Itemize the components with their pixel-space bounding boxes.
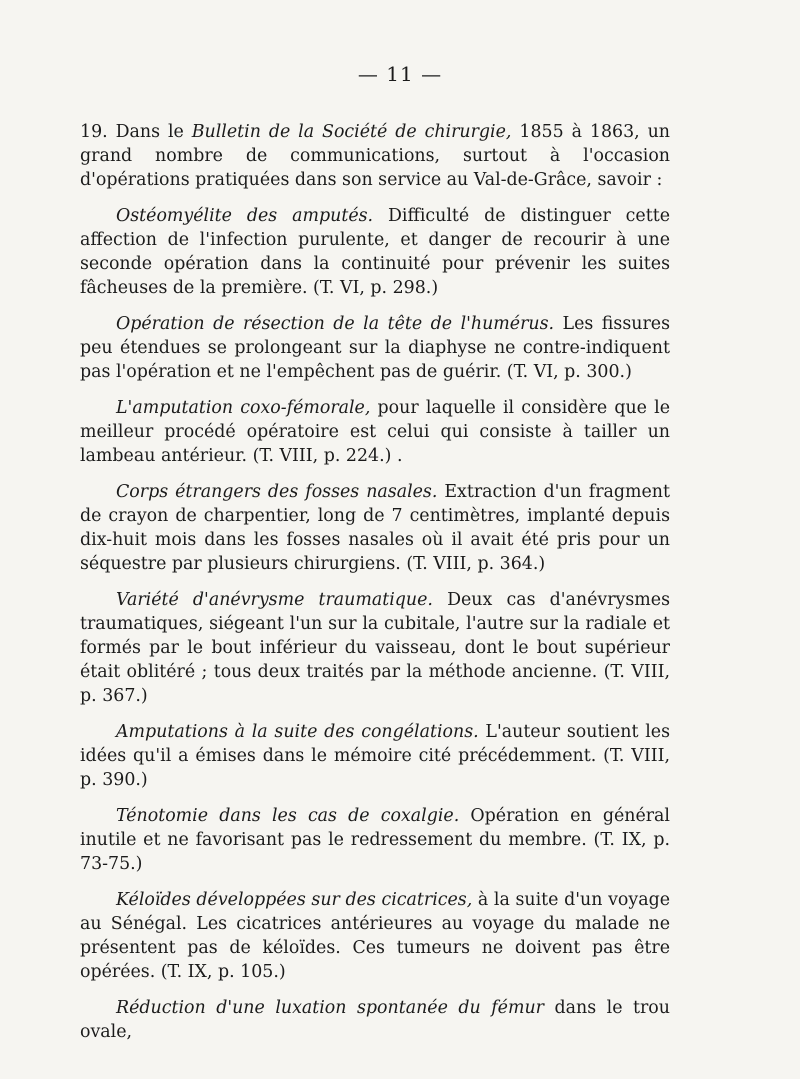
paragraph-italic: L'amputation coxo-fémorale, bbox=[116, 398, 371, 418]
paragraph-italic: Opération de résection de la tête de l'humérus. bbox=[116, 314, 555, 334]
paragraph-body: dans le trou ovale, bbox=[80, 998, 670, 1042]
paragraph-keloides bbox=[80, 888, 670, 984]
paragraph-luxation bbox=[80, 996, 670, 1044]
paragraph-resection bbox=[80, 312, 670, 384]
paragraph-italic: Bulletin de la Société de chirurgie, bbox=[191, 122, 512, 142]
paragraph-body: Les fissures peu étendues se prolongeant sur la diaphyse ne contre-indiquent pas l'opération et ne l'empêchent pas de guérir. (T. VI, p. 300.) bbox=[80, 314, 670, 382]
body-text bbox=[80, 120, 670, 1056]
paragraph-italic: Ostéomyélite des amputés. bbox=[116, 206, 374, 226]
paragraph-lead: 19. Dans le bbox=[80, 122, 192, 142]
paragraph-italic: Réduction d'une luxation spontanée du fémur bbox=[116, 998, 544, 1018]
paragraph-osteomyelite bbox=[80, 204, 670, 300]
paragraph-italic: Ténotomie dans les cas de coxalgie. bbox=[116, 806, 460, 826]
paragraph-tenotomie bbox=[80, 804, 670, 876]
paragraph-italic: Kéloïdes développées sur des cicatrices, bbox=[116, 890, 473, 910]
paragraph-italic: Corps étrangers des fosses nasales. bbox=[116, 482, 438, 502]
paragraph-anevrysme bbox=[80, 588, 670, 708]
paragraph-body: 1855 à 1863, un grand nombre de communications, surtout à l'occasion d'opérations pratiquées dans son service au Val-de-Grâce, savoir : bbox=[80, 122, 670, 190]
paragraph-italic: Amputations à la suite des congélations. bbox=[116, 722, 479, 742]
paragraph-body: Difficulté de distinguer cette affection de l'infection purulente, et danger de recourir à une seconde opération dans la continuité pour prévenir les suites fâcheuses de la première. (T. VI, p. 298.) bbox=[80, 206, 670, 298]
paragraph-body: Opération en général inutile et ne favorisant pas le redressement du membre. (T. IX, p. 73-75.) bbox=[80, 806, 670, 874]
paragraph-corps-etrangers bbox=[80, 480, 670, 576]
paragraph-italic: Variété d'anévrysme traumatique. bbox=[116, 590, 433, 610]
paragraph-body: L'auteur soutient les idées qu'il a émises dans le mémoire cité précédemment. (T. VIII, p. 390.) bbox=[80, 722, 671, 790]
paragraph-body: Deux cas d'anévrysmes traumatiques, siégeant l'un sur la cubitale, l'autre sur la radiale et formés par le bout inférieur du vaisseau, dont le bout supérieur était oblitéré ; tous deux traités par la méthode ancienne. (T. VIII, p. 367.) bbox=[80, 590, 670, 706]
paragraph-amputation-coxo-femorale bbox=[80, 396, 670, 468]
page-number: — 11 — bbox=[357, 62, 443, 86]
paragraph-body: à la suite d'un voyage au Sénégal. Les cicatrices antérieures au voyage du malade ne présentent pas de kéloïdes. Ces tumeurs ne doivent pas être opérées. (T. IX, p. 105.) bbox=[80, 890, 670, 982]
paragraph-body: pour laquelle il considère que le meilleur procédé opératoire est celui qui consiste à tailler un lambeau antérieur. (T. VIII, p. 224.) . bbox=[80, 398, 670, 466]
paragraph-body: Extraction d'un fragment de crayon de charpentier, long de 7 centimètres, implanté depuis dix-huit mois dans les fosses nasales où il avait été pris pour un séquestre par plusieurs chirurgiens. (T. VIII, p. 364.) bbox=[80, 482, 670, 574]
paragraph-congelations bbox=[80, 720, 670, 792]
paragraph-19 bbox=[80, 120, 670, 192]
